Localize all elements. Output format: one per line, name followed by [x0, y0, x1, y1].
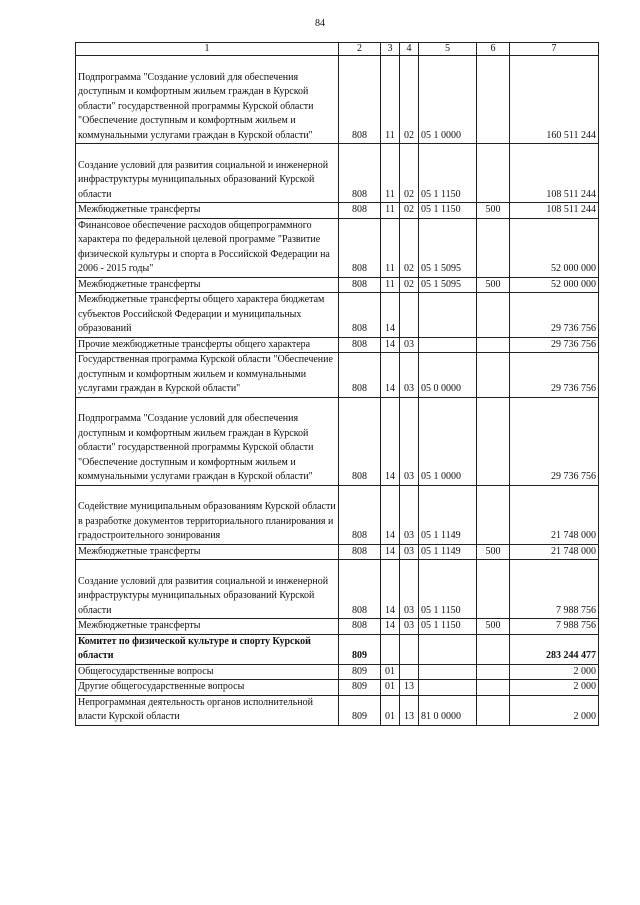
subsection-cell: 03 — [400, 544, 419, 560]
section-cell: 14 — [381, 337, 400, 353]
expense-type-cell — [477, 634, 510, 664]
target-article-cell: 05 1 5095 — [419, 277, 477, 293]
row-name-cell — [76, 337, 339, 353]
row-name-text: Межбюджетные трансферты — [78, 204, 201, 215]
row-name-cell — [76, 203, 339, 219]
target-article-cell: 05 1 1150 — [419, 560, 477, 619]
section-cell: 14 — [381, 560, 400, 619]
amount-cell: 52 000 000 — [510, 218, 599, 277]
gkrbs-cell: 808 — [339, 203, 381, 219]
row-name-text: Межбюджетные трансферты — [78, 278, 201, 290]
target-article-cell: 05 1 0000 — [419, 56, 477, 144]
row-name-text: Межбюджетные трансферты общего характера бюджетам субъектов Российской Федерации и муниципальных образований — [78, 294, 325, 334]
row-name-cell — [76, 485, 339, 544]
row-name-text: Содействие муниципальным образованиям Курской области в разработке документов территориального планирования и градостроительного зонирования — [78, 501, 336, 541]
row-name-text: Общегосударственные вопросы — [78, 665, 214, 677]
row-name-text: Прочие межбюджетные трансферты общего характера — [78, 338, 311, 350]
gkrbs-cell: 808 — [339, 56, 381, 144]
subsection-cell: 13 — [400, 680, 419, 696]
target-article-cell: 05 1 5095 — [419, 218, 477, 277]
section-cell: 01 — [381, 664, 400, 680]
subsection-cell: 02 — [400, 56, 419, 144]
table-row — [76, 203, 599, 219]
subsection-cell: 02 — [400, 203, 419, 219]
header-cell-5: 5 — [419, 43, 477, 56]
table-row — [76, 277, 599, 293]
subsection-cell — [400, 664, 419, 680]
expense-type-cell — [477, 680, 510, 696]
gkrbs-cell: 808 — [339, 293, 381, 338]
row-name-cell — [76, 144, 339, 203]
amount-cell: 108 511 244 — [510, 203, 599, 219]
amount-cell: 7 988 756 — [510, 560, 599, 619]
expense-type-cell — [477, 664, 510, 680]
subsection-cell: 02 — [400, 144, 419, 203]
gkrbs-cell: 808 — [339, 353, 381, 398]
section-cell: 11 — [381, 144, 400, 203]
page-number: 84 — [315, 18, 325, 29]
amount-cell: 2 000 — [510, 664, 599, 680]
amount-cell: 21 748 000 — [510, 544, 599, 560]
subsection-cell: 03 — [400, 619, 419, 635]
table-row — [76, 560, 599, 619]
section-cell: 14 — [381, 293, 400, 338]
subsection-cell: 13 — [400, 695, 419, 725]
header-cell-1: 1 — [76, 43, 339, 56]
amount-cell: 283 244 477 — [510, 634, 599, 664]
row-name-text: Комитет по физической культуре и спорту Курской области — [78, 635, 311, 661]
table-row — [76, 544, 599, 560]
row-name-text: Непрограммная деятельность органов исполнительной власти Курской области — [78, 696, 313, 722]
row-name-cell — [76, 560, 339, 619]
row-name-cell — [76, 680, 339, 696]
subsection-cell: 03 — [400, 485, 419, 544]
amount-cell: 52 000 000 — [510, 277, 599, 293]
target-article-cell: 05 1 1150 — [419, 203, 477, 219]
amount-cell: 2 000 — [510, 695, 599, 725]
section-cell: 11 — [381, 203, 400, 219]
section-cell: 11 — [381, 56, 400, 144]
section-cell: 14 — [381, 353, 400, 398]
row-name-cell — [76, 56, 339, 144]
row-name-text: Другие общегосударственные вопросы — [78, 681, 245, 692]
table-row — [76, 634, 599, 664]
header-cell-4: 4 — [400, 43, 419, 56]
row-name-text: Финансовое обеспечение расходов общепрограммного характера по федеральной целевой программе "Развитие физической культуры и спорта в Российской Федерации на 2006 - 2015 годы" — [78, 219, 330, 274]
section-cell — [381, 634, 400, 664]
target-article-cell — [419, 337, 477, 353]
row-name-cell — [76, 619, 339, 635]
expense-type-cell: 500 — [477, 277, 510, 293]
amount-cell: 160 511 244 — [510, 56, 599, 144]
section-cell: 14 — [381, 397, 400, 485]
section-cell: 14 — [381, 619, 400, 635]
row-name-cell — [76, 544, 339, 560]
expense-type-cell — [477, 144, 510, 203]
subsection-cell — [400, 293, 419, 338]
subsection-cell: 03 — [400, 560, 419, 619]
expense-type-cell: 500 — [477, 544, 510, 560]
table-row — [76, 680, 599, 696]
table-row — [76, 664, 599, 680]
subsection-cell: 02 — [400, 218, 419, 277]
target-article-cell: 05 1 1149 — [419, 485, 477, 544]
row-name-text: Межбюджетные трансферты — [78, 620, 201, 631]
amount-cell: 29 736 756 — [510, 293, 599, 338]
gkrbs-cell: 808 — [339, 485, 381, 544]
target-article-cell: 05 1 1150 — [419, 619, 477, 635]
section-cell: 14 — [381, 485, 400, 544]
section-cell: 01 — [381, 695, 400, 725]
subsection-cell: 03 — [400, 397, 419, 485]
expense-type-cell — [477, 293, 510, 338]
section-cell: 11 — [381, 218, 400, 277]
target-article-cell: 05 1 1149 — [419, 544, 477, 560]
subsection-cell — [400, 634, 419, 664]
amount-cell: 29 736 756 — [510, 397, 599, 485]
gkrbs-cell: 809 — [339, 634, 381, 664]
section-cell: 01 — [381, 680, 400, 696]
header-cell-7: 7 — [510, 43, 599, 56]
row-name-cell — [76, 695, 339, 725]
amount-cell: 21 748 000 — [510, 485, 599, 544]
table-header-row — [76, 43, 599, 56]
header-cell-6: 6 — [477, 43, 510, 56]
gkrbs-cell: 809 — [339, 695, 381, 725]
gkrbs-cell: 809 — [339, 680, 381, 696]
expense-type-cell — [477, 695, 510, 725]
row-name-cell — [76, 277, 339, 293]
section-cell: 11 — [381, 277, 400, 293]
gkrbs-cell: 808 — [339, 218, 381, 277]
table-row — [76, 293, 599, 338]
gkrbs-cell: 808 — [339, 560, 381, 619]
target-article-cell — [419, 664, 477, 680]
expense-type-cell — [477, 397, 510, 485]
table-row — [76, 56, 599, 144]
table-row — [76, 337, 599, 353]
row-name-text: Создание условий для развития социальной и инженерной инфраструктуры муниципальных образований Курской области — [78, 575, 329, 616]
gkrbs-cell: 808 — [339, 277, 381, 293]
amount-cell: 29 736 756 — [510, 337, 599, 353]
amount-cell: 2 000 — [510, 680, 599, 696]
table-row — [76, 485, 599, 544]
table-row — [76, 695, 599, 725]
row-name-text: Подпрограмма "Создание условий для обеспечения доступным и комфортным жильем граждан в Курской области" государственной программы Курской области "Обеспечение доступным и комфортным жильем и коммунальными услугами граждан в Курской области" — [78, 71, 314, 141]
target-article-cell — [419, 293, 477, 338]
section-cell: 14 — [381, 544, 400, 560]
row-name-text: Государственная программа Курской области "Обеспечение доступным и комфортным жильем и коммунальными услугами граждан в Курской области" — [78, 354, 333, 394]
row-name-cell — [76, 353, 339, 398]
target-article-cell: 05 1 1150 — [419, 144, 477, 203]
target-article-cell — [419, 680, 477, 696]
target-article-cell: 81 0 0000 — [419, 695, 477, 725]
table-row — [76, 218, 599, 277]
expense-type-cell: 500 — [477, 619, 510, 635]
expense-type-cell — [477, 218, 510, 277]
gkrbs-cell: 808 — [339, 397, 381, 485]
expense-type-cell — [477, 353, 510, 398]
gkrbs-cell: 808 — [339, 619, 381, 635]
amount-cell: 29 736 756 — [510, 353, 599, 398]
row-name-text: Межбюджетные трансферты — [78, 545, 201, 557]
table-row — [76, 619, 599, 635]
expense-type-cell — [477, 56, 510, 144]
target-article-cell: 05 0 0000 — [419, 353, 477, 398]
header-cell-2: 2 — [339, 43, 381, 56]
target-article-cell: 05 1 0000 — [419, 397, 477, 485]
amount-cell: 108 511 244 — [510, 144, 599, 203]
expense-type-cell — [477, 485, 510, 544]
gkrbs-cell: 809 — [339, 664, 381, 680]
subsection-cell: 03 — [400, 353, 419, 398]
row-name-cell — [76, 664, 339, 680]
gkrbs-cell: 808 — [339, 144, 381, 203]
budget-table — [75, 42, 599, 726]
row-name-text: Подпрограмма "Создание условий для обеспечения доступным и комфортным жильем граждан в Курской области" государственной программы Курской области "Обеспечение доступным и комфортным жильем и коммунальными услугами граждан в Курской области" — [78, 413, 314, 482]
amount-cell: 7 988 756 — [510, 619, 599, 635]
row-name-text: Создание условий для развития социальной и инженерной инфраструктуры муниципальных образований Курской области — [78, 159, 329, 200]
expense-type-cell — [477, 560, 510, 619]
gkrbs-cell: 808 — [339, 544, 381, 560]
row-name-cell — [76, 293, 339, 338]
gkrbs-cell: 808 — [339, 337, 381, 353]
table-row — [76, 144, 599, 203]
row-name-cell — [76, 218, 339, 277]
row-name-cell — [76, 397, 339, 485]
table-row — [76, 353, 599, 398]
table-row — [76, 397, 599, 485]
header-cell-3: 3 — [381, 43, 400, 56]
row-name-cell — [76, 634, 339, 664]
expense-type-cell: 500 — [477, 203, 510, 219]
subsection-cell: 02 — [400, 277, 419, 293]
expense-type-cell — [477, 337, 510, 353]
target-article-cell — [419, 634, 477, 664]
subsection-cell: 03 — [400, 337, 419, 353]
